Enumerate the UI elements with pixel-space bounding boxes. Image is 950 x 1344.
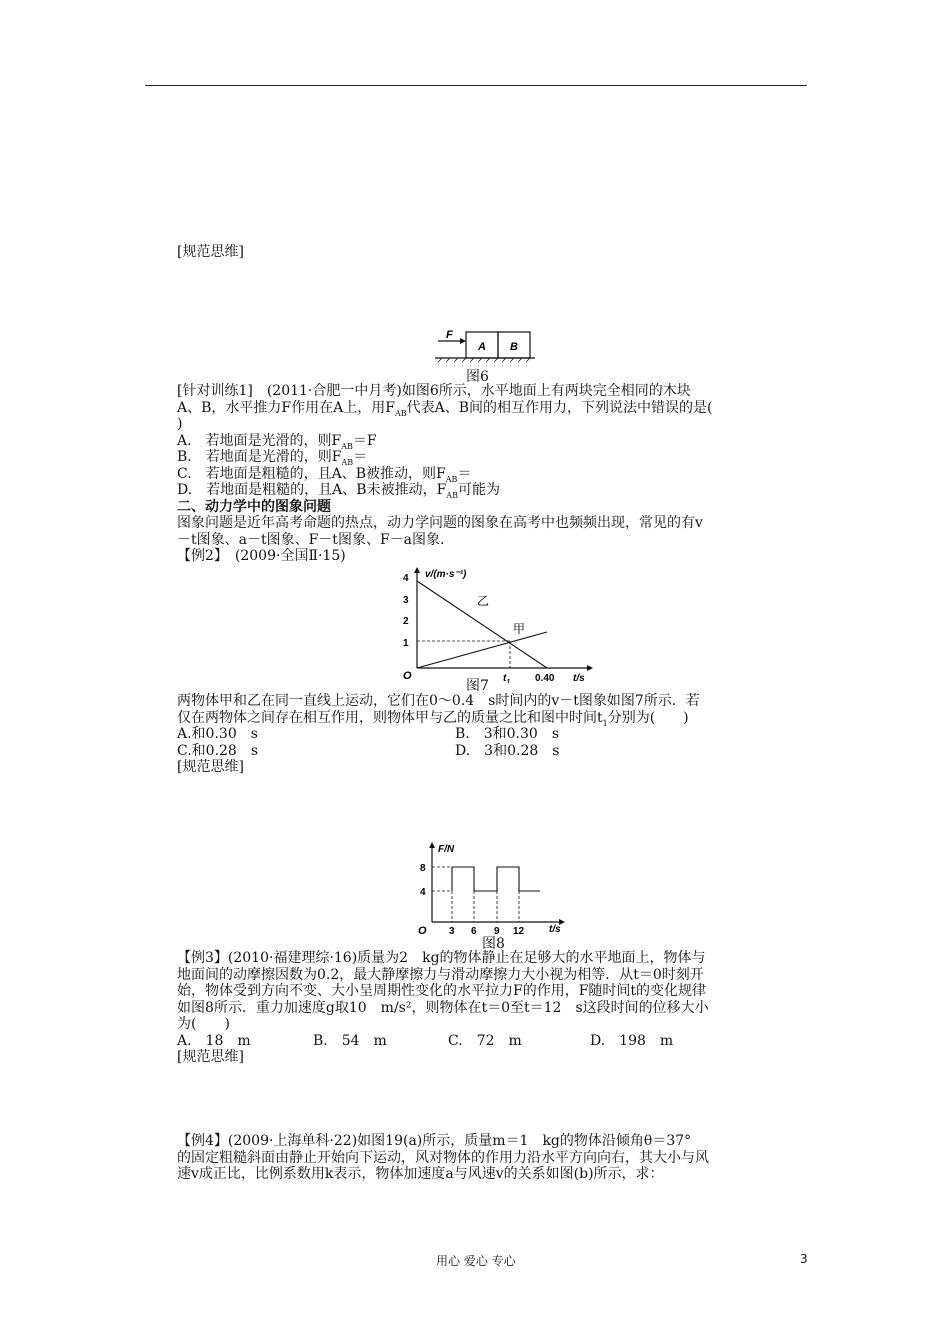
training-1-line-2: A、B，水平推力F作用在A上，用$F_{AB}$代表A、B间的相互作用力，下列说法中错误的是( bbox=[177, 399, 713, 418]
label-b: B bbox=[510, 341, 518, 353]
fig8-xtick-12: 12 bbox=[513, 926, 525, 937]
section-para-2: －t图象、a－t图象、F－t图象、F－a图象. bbox=[177, 531, 445, 548]
example-2-options-2 bbox=[177, 743, 700, 760]
option-d: D. 若地面是粗糙的，且A、B未被推动，$F_{AB}$可能为 bbox=[177, 482, 500, 500]
ex2-option-d: D. 3和0.28 s bbox=[455, 742, 560, 759]
section-heading: 二、动力学中的图象问题 bbox=[177, 498, 331, 515]
fig7-series-jia bbox=[417, 632, 547, 668]
fig8-ylabel: F/N bbox=[438, 844, 455, 855]
figure-7-chart bbox=[395, 563, 595, 683]
label-f: F bbox=[446, 329, 453, 341]
fig7-label-jia: 甲 bbox=[513, 622, 526, 636]
example-2-question bbox=[177, 693, 700, 776]
example-3-line-3: 始，物体受到方向不变、大小呈周期性变化的水平拉力F的作用，F随时间t的变化规律 bbox=[177, 983, 707, 999]
example-2-line-1: 两物体甲和乙在同一直线上运动，它们在0～0.4 s时间内的v－t图象如图7所示．若 bbox=[177, 693, 700, 709]
fig7-ytick-3: 3 bbox=[403, 595, 409, 606]
ex2-option-b: B. 3和0.30 s bbox=[455, 726, 560, 742]
example-3-line-5: 为( ) bbox=[177, 1016, 230, 1032]
training-1 bbox=[177, 383, 712, 565]
fig7-xtick-end: 0.40 bbox=[535, 673, 555, 683]
fig7-ylabel: v/(m·s⁻¹) bbox=[425, 569, 467, 580]
fig7-label-yi: 乙 bbox=[477, 594, 490, 608]
ex3-option-b: B. 54 m bbox=[313, 1032, 387, 1049]
label-a: A bbox=[478, 341, 486, 353]
ex2-option-c: C.和0.28 s bbox=[177, 742, 259, 759]
fig7-xlabel: t/s bbox=[573, 673, 585, 683]
ex3-option-a: A. 18 m bbox=[177, 1032, 251, 1049]
example-2-line-2: 仅在两物体之间存在相互作用，则物体甲与乙的质量之比和图中时间$t_1$分别为( ) bbox=[177, 709, 689, 728]
fig8-ytick-8: 8 bbox=[420, 863, 426, 874]
fig7-ytick-1: 1 bbox=[403, 638, 409, 649]
fig7-x-arrow bbox=[587, 665, 593, 671]
fig8-origin: O bbox=[418, 925, 427, 937]
ex3-option-c: C. 72 m bbox=[448, 1032, 522, 1049]
figure-6 bbox=[430, 327, 540, 365]
fig8-ytick-4: 4 bbox=[420, 887, 426, 898]
fig8-xtick-3: 3 bbox=[449, 926, 455, 937]
fig7-xtick-t1: $t_1$ bbox=[503, 673, 511, 683]
fig7-ytick-4: 4 bbox=[403, 573, 409, 584]
section-para-1: 图象问题是近年高考命题的热点，动力学问题的图象在高考中也频频出现，常见的有v bbox=[177, 515, 703, 531]
footer-slogan: 用心 爱心 专心 bbox=[436, 1254, 516, 1268]
example-4 bbox=[177, 1133, 709, 1183]
guifan-label-2: [规范思维] bbox=[177, 759, 244, 775]
training-1-line-1: [针对训练1] (2011·合肥一中月考)如图6所示，水平地面上有两块完全相同的木块 bbox=[177, 383, 691, 399]
guifan-label-3: [规范思维] bbox=[177, 1049, 244, 1065]
ex2-option-a: A.和0.30 s bbox=[177, 726, 258, 742]
force-arrow-head bbox=[460, 338, 466, 344]
example-3-line-2: 地面间的动摩擦因数为0.2，最大静摩擦力与滑动摩擦力大小视为相等．从t＝0时刻开 bbox=[177, 966, 704, 983]
example-2-head: 【例2】 (2009·全国Ⅱ·15) bbox=[177, 548, 346, 564]
guifan-label-1: [规范思维] bbox=[177, 244, 244, 260]
option-a: A. 若地面是光滑的，则$F_{AB}=F$ bbox=[177, 432, 377, 451]
example-3-line-1: 【例3】(2010·福建理综·16)质量为2 kg的物体静止在足够大的水平地面上，物体与 bbox=[177, 950, 706, 966]
example-4-line-3: 速v成正比，比例系数用k表示，物体加速度a与风速v的关系如图(b)所示，求： bbox=[177, 1166, 664, 1182]
fig7-ytick-2: 2 bbox=[403, 616, 409, 627]
example-4-line-1: 【例4】(2009·上海单科·22)如图19(a)所示，质量m＝1 kg的物体沿倾角θ＝37° bbox=[177, 1133, 692, 1149]
fig8-series-force bbox=[452, 867, 540, 891]
ground-hatch bbox=[438, 358, 530, 362]
example-3-options bbox=[177, 1033, 709, 1050]
example-2-options-1 bbox=[177, 726, 700, 743]
example-3-line-4: 如图8所示．重力加速度g取10 m/s²，则物体在t＝0至t＝12 s这段时间的位移大小 bbox=[177, 999, 709, 1016]
fig7-y-arrow bbox=[414, 567, 420, 573]
figure-6-caption: 图6 bbox=[466, 369, 489, 385]
page-number: 3 bbox=[800, 1252, 808, 1266]
fig7-origin: O bbox=[403, 670, 412, 682]
training-1-line-3: ) bbox=[177, 416, 183, 432]
option-c: C. 若地面是粗糙的，且A、B被推动，则$F_{AB}=$ bbox=[177, 465, 472, 484]
figure-8-caption: 图8 bbox=[482, 936, 505, 952]
fig8-xtick-9: 9 bbox=[494, 926, 500, 937]
figure-7-caption: 图7 bbox=[466, 678, 489, 694]
fig8-y-arrow bbox=[429, 842, 435, 848]
example-4-line-2: 的固定粗糙斜面由静止开始向下运动，风对物体的作用力沿水平方向向右，其大小与风 bbox=[177, 1149, 709, 1166]
option-b: B. 若地面是光滑的，则$F_{AB}=$ bbox=[177, 449, 368, 467]
header-rule bbox=[145, 85, 807, 86]
ex3-option-d: D. 198 m bbox=[590, 1032, 674, 1049]
fig8-xlabel: t/s bbox=[549, 924, 561, 935]
example-3 bbox=[177, 950, 709, 1066]
fig8-xtick-6: 6 bbox=[471, 926, 477, 937]
figure-8-chart bbox=[412, 840, 572, 938]
